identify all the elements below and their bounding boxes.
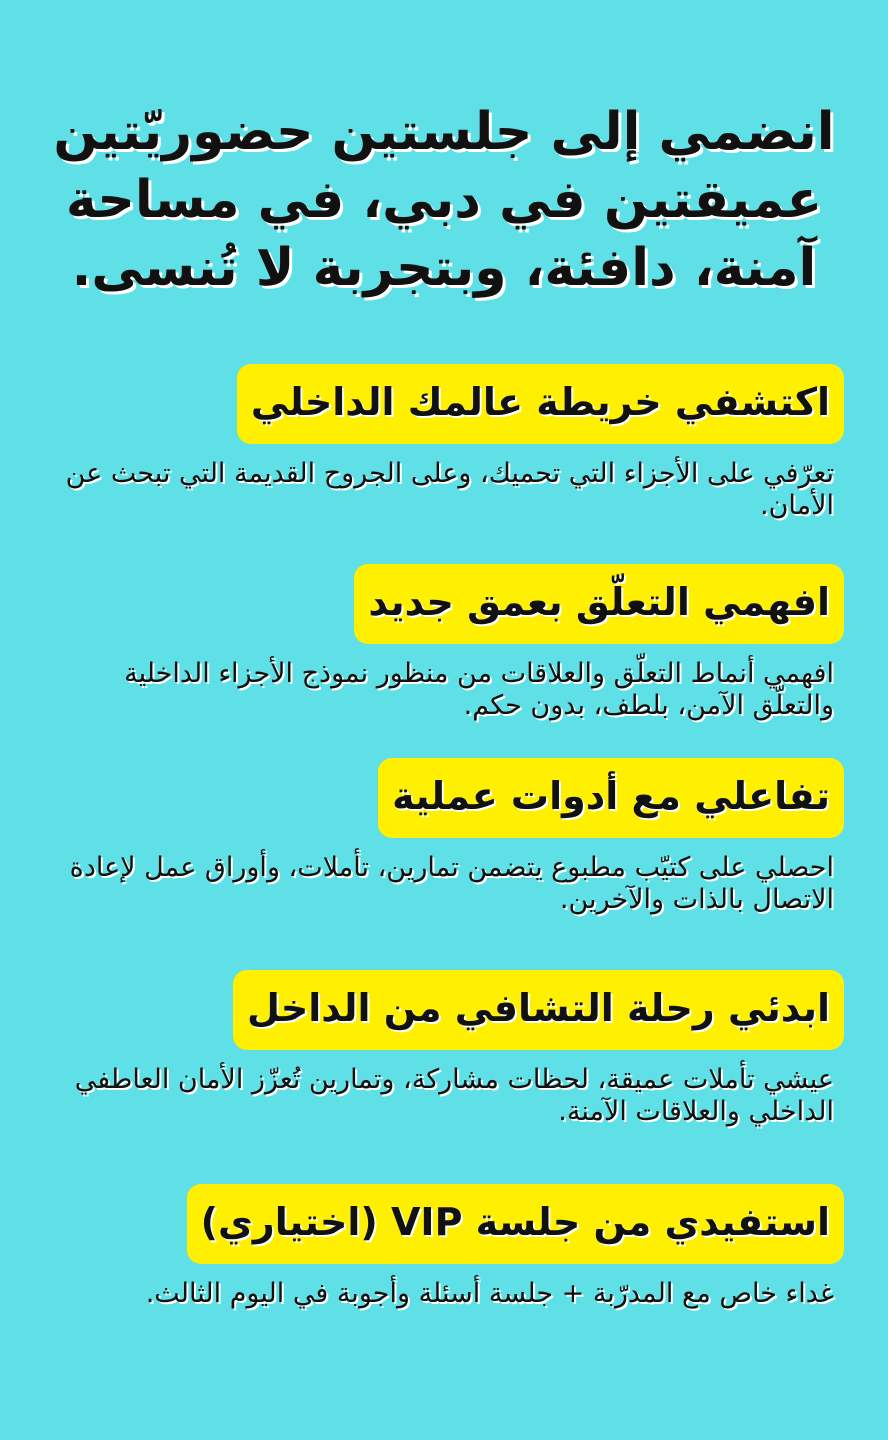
section-title: ابدئي رحلة التشافي من الداخل [233,970,844,1050]
section-practical-tools [44,758,844,916]
section-description: تعرّفي على الأجزاء التي تحميك، وعلى الجروح القديمة التي تبحث عن الأمان. [65,458,834,521]
section-title: تفاعلي مع أدوات عملية [378,758,844,838]
section-inner-map [44,364,844,522]
headline: انضمي إلى جلستين حضوريّتين عميقتين في دبي، في مساحة آمنة، دافئة، وبتجربة لا تُنسى. [53,102,835,298]
section-healing-journey [44,970,844,1128]
section-description: احصلي على كتيّب مطبوع يتضمن تمارين، تأملات، وأوراق عمل لإعادة الاتصال بالذات والآخرين. [69,852,834,915]
section-description: عيشي تأملات عميقة، لحظات مشاركة، وتمارين تُعزّز الأمان العاطفي الداخلي والعلاقات الآمنة. [74,1064,834,1127]
section-title: استفيدي من جلسة VIP (اختياري) [187,1184,844,1264]
section-description: غداء خاص مع المدرّبة + جلسة أسئلة وأجوبة في اليوم الثالث. [145,1278,834,1309]
section-title: افهمي التعلّق بعمق جديد [354,564,844,644]
section-description: افهمي أنماط التعلّق والعلاقات من منظور نموذج الأجزاء الداخلية والتعلّق الآمن، بلطف، بدون حكم. [124,658,834,721]
section-title: اكتشفي خريطة عالمك الداخلي [237,364,844,444]
section-attachment [44,564,844,722]
section-vip-session [44,1184,844,1310]
